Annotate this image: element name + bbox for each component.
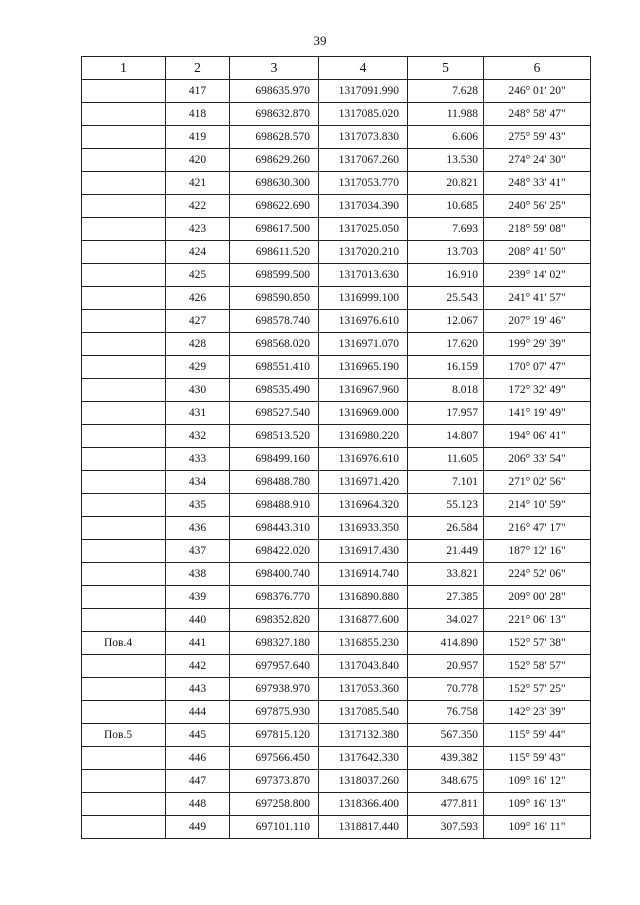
point-number: 417 xyxy=(166,80,230,103)
column-header-2: 2 xyxy=(166,57,230,80)
point-number: 448 xyxy=(166,793,230,816)
coordinate-x: 697258.800 xyxy=(230,793,319,816)
section-label xyxy=(82,333,166,356)
point-number: 428 xyxy=(166,333,230,356)
section-label xyxy=(82,264,166,287)
distance: 34.027 xyxy=(408,609,484,632)
direction-angle: 142° 23' 39" xyxy=(484,701,591,724)
coordinate-x: 697938.970 xyxy=(230,678,319,701)
section-label xyxy=(82,517,166,540)
coordinate-x: 698535.490 xyxy=(230,379,319,402)
section-label xyxy=(82,80,166,103)
direction-angle: 241° 41' 57" xyxy=(484,287,591,310)
distance: 414.890 xyxy=(408,632,484,655)
point-number: 446 xyxy=(166,747,230,770)
point-number: 422 xyxy=(166,195,230,218)
direction-angle: 216° 47' 17" xyxy=(484,517,591,540)
point-number: 436 xyxy=(166,517,230,540)
coordinate-y: 1316965.190 xyxy=(319,356,408,379)
section-label xyxy=(82,609,166,632)
coordinate-y: 1317073.830 xyxy=(319,126,408,149)
section-label xyxy=(82,356,166,379)
direction-angle: 246° 01' 20" xyxy=(484,80,591,103)
point-number: 442 xyxy=(166,655,230,678)
table-row xyxy=(82,103,591,126)
coordinate-y: 1316855.230 xyxy=(319,632,408,655)
distance: 12.067 xyxy=(408,310,484,333)
direction-angle: 248° 33' 41" xyxy=(484,172,591,195)
table-row xyxy=(82,241,591,264)
distance: 11.605 xyxy=(408,448,484,471)
distance: 20.957 xyxy=(408,655,484,678)
coordinate-y: 1316917.430 xyxy=(319,540,408,563)
coordinate-y: 1317013.630 xyxy=(319,264,408,287)
coordinate-x: 697373.870 xyxy=(230,770,319,793)
point-number: 433 xyxy=(166,448,230,471)
coordinate-x: 697957.640 xyxy=(230,655,319,678)
table-header-row xyxy=(82,57,591,80)
table-row xyxy=(82,540,591,563)
table-row xyxy=(82,655,591,678)
direction-angle: 109° 16' 13" xyxy=(484,793,591,816)
point-number: 447 xyxy=(166,770,230,793)
coordinate-x: 698376.770 xyxy=(230,586,319,609)
table-row xyxy=(82,494,591,517)
distance: 27.385 xyxy=(408,586,484,609)
direction-angle: 274° 24' 30" xyxy=(484,149,591,172)
table-row xyxy=(82,701,591,724)
coordinate-x: 698632.870 xyxy=(230,103,319,126)
section-label xyxy=(82,448,166,471)
coordinate-y: 1316999.100 xyxy=(319,287,408,310)
section-label xyxy=(82,149,166,172)
section-label xyxy=(82,540,166,563)
table-row xyxy=(82,632,591,655)
direction-angle: 194° 06' 41" xyxy=(484,425,591,448)
point-number: 430 xyxy=(166,379,230,402)
coordinate-x: 698327.180 xyxy=(230,632,319,655)
distance: 14.807 xyxy=(408,425,484,448)
coordinate-x: 698513.520 xyxy=(230,425,319,448)
section-label xyxy=(82,310,166,333)
distance: 55.123 xyxy=(408,494,484,517)
table-row xyxy=(82,218,591,241)
direction-angle: 109° 16' 12" xyxy=(484,770,591,793)
coordinate-y: 1317053.360 xyxy=(319,678,408,701)
section-label xyxy=(82,241,166,264)
section-label xyxy=(82,701,166,724)
section-label xyxy=(82,563,166,586)
section-label xyxy=(82,793,166,816)
table-row xyxy=(82,264,591,287)
point-number: 426 xyxy=(166,287,230,310)
table-row xyxy=(82,747,591,770)
distance: 11.988 xyxy=(408,103,484,126)
section-label xyxy=(82,103,166,126)
direction-angle: 115° 59' 44" xyxy=(484,724,591,747)
point-number: 435 xyxy=(166,494,230,517)
point-number: 445 xyxy=(166,724,230,747)
distance: 13.703 xyxy=(408,241,484,264)
point-number: 443 xyxy=(166,678,230,701)
coordinate-x: 698590.850 xyxy=(230,287,319,310)
coordinate-y: 1316967.960 xyxy=(319,379,408,402)
distance: 26.584 xyxy=(408,517,484,540)
coordinate-y: 1317020.210 xyxy=(319,241,408,264)
table-row xyxy=(82,816,591,839)
section-label xyxy=(82,586,166,609)
coordinate-y: 1316971.070 xyxy=(319,333,408,356)
table-row xyxy=(82,586,591,609)
coordinate-y: 1316969.000 xyxy=(319,402,408,425)
column-header-5: 5 xyxy=(408,57,484,80)
point-number: 449 xyxy=(166,816,230,839)
coordinate-x: 698443.310 xyxy=(230,517,319,540)
distance: 16.910 xyxy=(408,264,484,287)
section-label xyxy=(82,126,166,149)
coordinate-x: 698422.020 xyxy=(230,540,319,563)
coordinate-y: 1317067.260 xyxy=(319,149,408,172)
table-row xyxy=(82,425,591,448)
section-label xyxy=(82,494,166,517)
distance: 348.675 xyxy=(408,770,484,793)
table-row xyxy=(82,563,591,586)
column-header-3: 3 xyxy=(230,57,319,80)
point-number: 429 xyxy=(166,356,230,379)
coordinate-x: 698611.520 xyxy=(230,241,319,264)
section-label: Пов.4 xyxy=(82,632,166,655)
coordinate-y: 1317642.330 xyxy=(319,747,408,770)
coordinate-x: 698499.160 xyxy=(230,448,319,471)
point-number: 434 xyxy=(166,471,230,494)
distance: 8.018 xyxy=(408,379,484,402)
distance: 33.821 xyxy=(408,563,484,586)
coordinate-x: 698629.260 xyxy=(230,149,319,172)
table-row xyxy=(82,195,591,218)
distance: 7.628 xyxy=(408,80,484,103)
distance: 20.821 xyxy=(408,172,484,195)
coordinate-x: 698622.690 xyxy=(230,195,319,218)
direction-angle: 170° 07' 47" xyxy=(484,356,591,379)
table-row xyxy=(82,609,591,632)
section-label xyxy=(82,402,166,425)
table-row xyxy=(82,517,591,540)
section-label xyxy=(82,471,166,494)
coordinate-x: 698400.740 xyxy=(230,563,319,586)
direction-angle: 187° 12' 16" xyxy=(484,540,591,563)
direction-angle: 152° 57' 38" xyxy=(484,632,591,655)
coordinate-x: 698488.910 xyxy=(230,494,319,517)
coordinates-table xyxy=(81,56,591,839)
coordinate-y: 1317043.840 xyxy=(319,655,408,678)
direction-angle: 224° 52' 06" xyxy=(484,563,591,586)
coordinate-x: 698630.300 xyxy=(230,172,319,195)
table-row xyxy=(82,471,591,494)
section-label xyxy=(82,379,166,402)
table-body xyxy=(82,80,591,839)
point-number: 440 xyxy=(166,609,230,632)
coordinate-y: 1318817.440 xyxy=(319,816,408,839)
direction-angle: 152° 57' 25" xyxy=(484,678,591,701)
coordinate-x: 698352.820 xyxy=(230,609,319,632)
point-number: 425 xyxy=(166,264,230,287)
coordinate-y: 1317132.380 xyxy=(319,724,408,747)
table-row xyxy=(82,287,591,310)
coordinate-x: 698628.570 xyxy=(230,126,319,149)
point-number: 421 xyxy=(166,172,230,195)
coordinate-x: 698617.500 xyxy=(230,218,319,241)
section-label xyxy=(82,287,166,310)
coordinate-y: 1318037.260 xyxy=(319,770,408,793)
coordinate-x: 697875.930 xyxy=(230,701,319,724)
distance: 567.350 xyxy=(408,724,484,747)
direction-angle: 221° 06' 13" xyxy=(484,609,591,632)
distance: 76.758 xyxy=(408,701,484,724)
coordinate-x: 698635.970 xyxy=(230,80,319,103)
direction-angle: 199° 29' 39" xyxy=(484,333,591,356)
section-label xyxy=(82,655,166,678)
table-row xyxy=(82,379,591,402)
coordinate-x: 698578.740 xyxy=(230,310,319,333)
direction-angle: 239° 14' 02" xyxy=(484,264,591,287)
coordinate-y: 1316971.420 xyxy=(319,471,408,494)
point-number: 424 xyxy=(166,241,230,264)
table-row xyxy=(82,149,591,172)
direction-angle: 209° 00' 28" xyxy=(484,586,591,609)
distance: 439.382 xyxy=(408,747,484,770)
column-header-4: 4 xyxy=(319,57,408,80)
distance: 16.159 xyxy=(408,356,484,379)
section-label: Пов.5 xyxy=(82,724,166,747)
coordinate-y: 1317091.990 xyxy=(319,80,408,103)
distance: 307.593 xyxy=(408,816,484,839)
section-label xyxy=(82,816,166,839)
section-label xyxy=(82,172,166,195)
table-row xyxy=(82,770,591,793)
table-row xyxy=(82,678,591,701)
table-row xyxy=(82,356,591,379)
point-number: 439 xyxy=(166,586,230,609)
coordinate-x: 698527.540 xyxy=(230,402,319,425)
point-number: 419 xyxy=(166,126,230,149)
table-row xyxy=(82,172,591,195)
coordinate-y: 1316964.320 xyxy=(319,494,408,517)
coordinate-y: 1316914.740 xyxy=(319,563,408,586)
point-number: 438 xyxy=(166,563,230,586)
table-row xyxy=(82,126,591,149)
section-label xyxy=(82,770,166,793)
coordinate-y: 1317085.540 xyxy=(319,701,408,724)
distance: 477.811 xyxy=(408,793,484,816)
point-number: 427 xyxy=(166,310,230,333)
direction-angle: 218° 59' 08" xyxy=(484,218,591,241)
coordinate-y: 1317053.770 xyxy=(319,172,408,195)
coordinate-y: 1316976.610 xyxy=(319,448,408,471)
point-number: 444 xyxy=(166,701,230,724)
page-number: 39 xyxy=(313,33,327,48)
direction-angle: 109° 16' 11" xyxy=(484,816,591,839)
distance: 13.530 xyxy=(408,149,484,172)
direction-angle: 172° 32' 49" xyxy=(484,379,591,402)
table-row xyxy=(82,333,591,356)
direction-angle: 115° 59' 43" xyxy=(484,747,591,770)
point-number: 432 xyxy=(166,425,230,448)
section-label xyxy=(82,218,166,241)
table-row xyxy=(82,793,591,816)
point-number: 423 xyxy=(166,218,230,241)
coordinate-y: 1316890.880 xyxy=(319,586,408,609)
point-number: 418 xyxy=(166,103,230,126)
direction-angle: 207° 19' 46" xyxy=(484,310,591,333)
distance: 7.101 xyxy=(408,471,484,494)
point-number: 431 xyxy=(166,402,230,425)
direction-angle: 271° 02' 56" xyxy=(484,471,591,494)
column-header-1: 1 xyxy=(82,57,166,80)
coordinate-y: 1317085.020 xyxy=(319,103,408,126)
coordinate-x: 697101.110 xyxy=(230,816,319,839)
coordinate-y: 1316877.600 xyxy=(319,609,408,632)
direction-angle: 214° 10' 59" xyxy=(484,494,591,517)
distance: 17.620 xyxy=(408,333,484,356)
section-label xyxy=(82,678,166,701)
coordinate-y: 1317025.050 xyxy=(319,218,408,241)
table-row xyxy=(82,402,591,425)
distance: 7.693 xyxy=(408,218,484,241)
coordinate-y: 1317034.390 xyxy=(319,195,408,218)
coordinate-y: 1316933.350 xyxy=(319,517,408,540)
distance: 25.543 xyxy=(408,287,484,310)
distance: 21.449 xyxy=(408,540,484,563)
coordinate-y: 1318366.400 xyxy=(319,793,408,816)
distance: 6.606 xyxy=(408,126,484,149)
coordinate-x: 698568.020 xyxy=(230,333,319,356)
column-header-6: 6 xyxy=(484,57,591,80)
direction-angle: 152° 58' 57" xyxy=(484,655,591,678)
direction-angle: 206° 33' 54" xyxy=(484,448,591,471)
coordinate-x: 697566.450 xyxy=(230,747,319,770)
direction-angle: 208° 41' 50" xyxy=(484,241,591,264)
point-number: 420 xyxy=(166,149,230,172)
coordinate-x: 698551.410 xyxy=(230,356,319,379)
distance: 70.778 xyxy=(408,678,484,701)
direction-angle: 141° 19' 49" xyxy=(484,402,591,425)
table-row xyxy=(82,724,591,747)
table-row xyxy=(82,80,591,103)
distance: 17.957 xyxy=(408,402,484,425)
table-row xyxy=(82,310,591,333)
direction-angle: 248° 58' 47" xyxy=(484,103,591,126)
section-label xyxy=(82,425,166,448)
point-number: 441 xyxy=(166,632,230,655)
direction-angle: 240° 56' 25" xyxy=(484,195,591,218)
section-label xyxy=(82,747,166,770)
coordinate-x: 697815.120 xyxy=(230,724,319,747)
coordinate-y: 1316976.610 xyxy=(319,310,408,333)
coordinate-x: 698488.780 xyxy=(230,471,319,494)
point-number: 437 xyxy=(166,540,230,563)
coordinate-y: 1316980.220 xyxy=(319,425,408,448)
coordinate-x: 698599.500 xyxy=(230,264,319,287)
distance: 10.685 xyxy=(408,195,484,218)
section-label xyxy=(82,195,166,218)
table-row xyxy=(82,448,591,471)
direction-angle: 275° 59' 43" xyxy=(484,126,591,149)
